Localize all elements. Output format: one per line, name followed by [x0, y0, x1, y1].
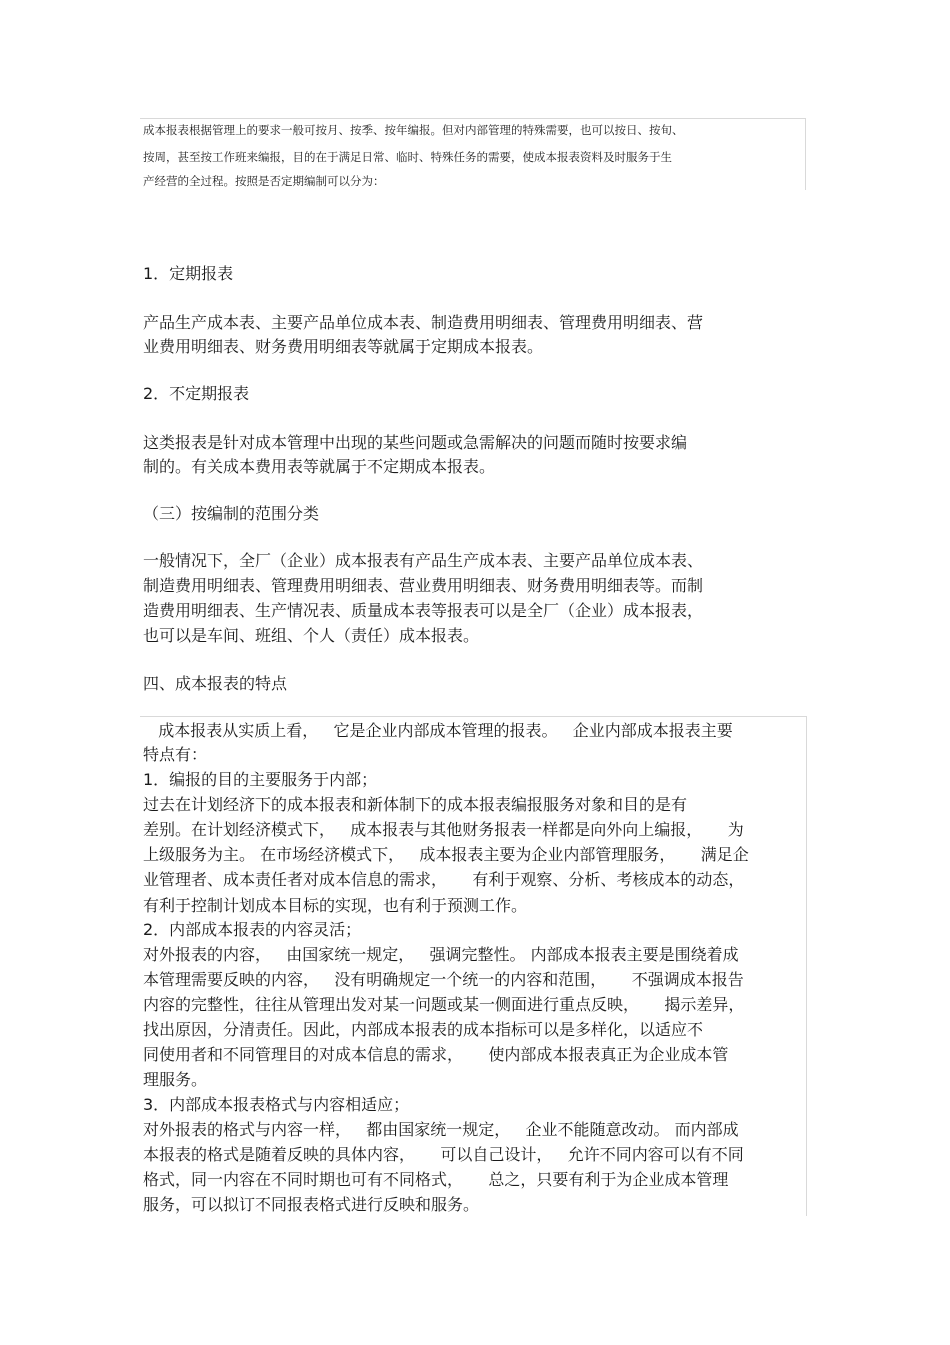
features-line: 业管理者、成本责任者对成本信息的需求， 有利于观察、分析、考核成本的动态， — [143, 870, 745, 889]
features-line: 3．内部成本报表格式与内容相适应； — [143, 1095, 410, 1114]
features-line: 成本报表从实质上看， 它是企业内部成本管理的报表。 企业内部成本报表主要 — [143, 721, 733, 740]
features-line: 服务，可以拟订不同报表格式进行反映和服务。 — [143, 1195, 480, 1214]
features-line: 差别。在计划经济模式下， 成本报表与其他财务报表一样都是向外向上编报， 为 — [143, 820, 744, 839]
section-heading-features: 四、成本报表的特点 — [143, 674, 288, 693]
features-line: 本报表的格式是随着反映的具体内容， 可以自己设计， 允许不同内容可以有不同 — [143, 1145, 744, 1164]
features-frame — [140, 716, 807, 1216]
paragraph-line: 制造费用明细表、管理费用明细表、营业费用明细表、财务费用明细表等。而制 — [143, 576, 704, 595]
features-line: 对外报表的内容， 由国家统一规定， 强调完整性。 内部成本报表主要是围绕着成 — [143, 945, 739, 964]
features-line: 理服务。 — [143, 1070, 208, 1089]
paragraph-line: 产品生产成本表、主要产品单位成本表、制造费用明细表、管理费用明细表、营 — [143, 313, 704, 332]
intro-line: 产经营的全过程。按照是否定期编制可以分为： — [143, 174, 385, 188]
features-line: 上级服务为主。 在市场经济模式下， 成本报表主要为企业内部管理服务， 满足企 — [143, 845, 749, 864]
features-line: 过去在计划经济下的成本报表和新体制下的成本报表编报服务对象和目的是有 — [143, 795, 688, 814]
paragraph-line: 业费用明细表、财务费用明细表等就属于定期成本报表。 — [143, 337, 544, 356]
section-heading-periodic: 1．定期报表 — [143, 264, 234, 283]
intro-line: 按周，甚至按工作班来编报，目的在于满足日常、临时、特殊任务的需要，使成本报表资料及时服务于生 — [143, 150, 672, 164]
features-line: 同使用者和不同管理目的对成本信息的需求， 使内部成本报表真正为企业成本管 — [143, 1045, 729, 1064]
paragraph-line: 一般情况下，全厂（企业）成本报表有产品生产成本表、主要产品单位成本表、 — [143, 551, 704, 570]
paragraph-line: 这类报表是针对成本管理中出现的某些问题或急需解决的问题而随时按要求编 — [143, 433, 688, 452]
features-line: 有利于控制计划成本目标的实现，也有利于预测工作。 — [143, 896, 528, 915]
section-heading-scope: （三）按编制的范围分类 — [143, 504, 320, 523]
features-line: 内容的完整性，往往从管理出发对某一问题或某一侧面进行重点反映， 揭示差异， — [143, 995, 745, 1014]
features-line: 2．内部成本报表的内容灵活； — [143, 920, 362, 939]
paragraph-line: 也可以是车间、班组、个人（责任）成本报表。 — [143, 626, 480, 645]
features-line: 特点有： — [143, 745, 208, 764]
paragraph-line: 制的。有关成本费用表等就属于不定期成本报表。 — [143, 457, 496, 476]
intro-line: 成本报表根据管理上的要求一般可按月、按季、按年编报。但对内部管理的特殊需要，也可以按日、按旬、 — [143, 123, 684, 137]
features-line: 找出原因，分清责任。因此，内部成本报表的成本指标可以是多样化，以适应不 — [143, 1020, 704, 1039]
paragraph-line: 造费用明细表、生产情况表、质量成本表等报表可以是全厂（企业）成本报表， — [143, 601, 704, 620]
section-heading-irregular: 2．不定期报表 — [143, 384, 250, 403]
features-line: 1．编报的目的主要服务于内部； — [143, 770, 378, 789]
features-line: 对外报表的格式与内容一样， 都由国家统一规定， 企业不能随意改动。 而内部成 — [143, 1120, 739, 1139]
features-line: 本管理需要反映的内容， 没有明确规定一个统一的内容和范围， 不强调成本报告 — [143, 970, 744, 989]
features-line: 格式，同一内容在不同时期也可有不同格式， 总之，只要有利于为企业成本管理 — [143, 1170, 729, 1189]
